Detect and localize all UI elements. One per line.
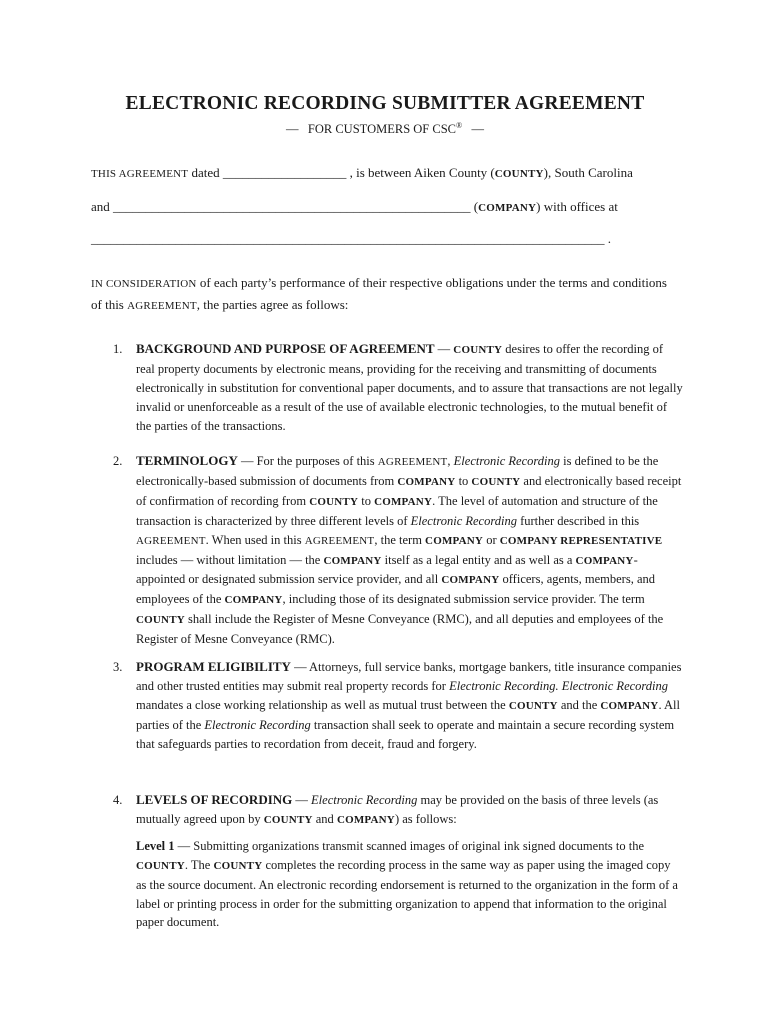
text: transaction shall seek to operate and maintain a secure recording system that safeguards parties to recordation from deceit, fraud and forgery. bbox=[136, 717, 675, 751]
intro-line-2-suffix: ) with offices at bbox=[536, 199, 618, 214]
text: . The level of automation and structure of the transaction is characterized by three different levels of bbox=[136, 493, 658, 528]
company-blank: and _______________________________________________________ ( bbox=[91, 199, 479, 214]
text: — bbox=[292, 793, 312, 807]
electronic-recording-term: Electronic Recording bbox=[561, 678, 669, 693]
text: or bbox=[483, 532, 500, 547]
intro-line-1 bbox=[91, 165, 691, 181]
text: may be provided on the basis of three levels (as mutually agreed upon by bbox=[136, 793, 659, 826]
company-representative-term: COMPANY REPRESENTATIVE bbox=[499, 534, 663, 547]
company-term: COMPANY bbox=[224, 594, 283, 607]
section-number: 1. bbox=[113, 342, 123, 356]
text: -appointed or designated submission service provider, and all bbox=[136, 552, 638, 587]
this-agreement-label: THIS AGREEMENT bbox=[91, 168, 189, 180]
text: to bbox=[455, 473, 472, 488]
section-number: 4. bbox=[113, 793, 123, 807]
electronic-recording-term: Electronic Recording bbox=[311, 793, 418, 807]
text: ) as follows: bbox=[394, 811, 457, 826]
company-term: COMPANY bbox=[397, 475, 456, 488]
document-subtitle bbox=[0, 121, 770, 137]
text: is defined to be the electronically-based submission of documents from bbox=[136, 454, 659, 488]
electronic-recording-term: Electronic Recording bbox=[410, 513, 517, 528]
text: — Attorneys, full service banks, mortgage bankers, title insurance companies and other trusted entities may submit real property records for bbox=[136, 660, 682, 693]
county-term: COUNTY bbox=[309, 495, 359, 508]
section-text: desires to offer the recording of real property documents by electronic means, providing for the receiving and transmitting of documents electronically in substitution for conventional paper documents, and to assure that transactions are not legally invalid or unenforceable as a result of the use of available electronic technologies, to the mutual benefit of the parties of the transactions. bbox=[136, 342, 683, 433]
company-term: COMPANY bbox=[575, 554, 634, 567]
county-term: COUNTY bbox=[453, 344, 503, 356]
in-consideration-label: IN CONSIDERATION bbox=[91, 278, 197, 290]
registered-mark: ® bbox=[456, 121, 463, 130]
text: — Submitting organizations transmit scanned images of original ink signed documents to the bbox=[174, 838, 645, 853]
agreement-term: AGREEMENT bbox=[304, 534, 375, 547]
text: . The bbox=[184, 857, 214, 872]
intro-line-1-suffix: ), South Carolina bbox=[543, 165, 633, 180]
county-term: COUNTY bbox=[494, 168, 544, 180]
subtitle-dash-right: — bbox=[471, 122, 484, 137]
text: . When used in this bbox=[205, 532, 305, 547]
text: mandates a close working relationship as well as mutual trust between the bbox=[136, 697, 509, 712]
text: , including those of its designated submission service provider. The term bbox=[282, 592, 645, 607]
county-term: COUNTY bbox=[508, 699, 558, 712]
intro-line-3: _______________________________________________________________________________ . bbox=[91, 231, 611, 246]
section-heading: PROGRAM ELIGIBILITY bbox=[136, 659, 291, 674]
company-term: COMPANY bbox=[600, 699, 659, 712]
text: completes the recording process in the same way as paper using the imaged copy as the source document. An electronic recording endorsement is returned to the organization in the form of a label or printing process in order for the submitting organization to append that information to the original paper document. bbox=[136, 857, 678, 930]
consideration-paragraph bbox=[91, 273, 671, 316]
text: and bbox=[312, 811, 337, 826]
section-heading: TERMINOLOGY bbox=[136, 453, 238, 468]
company-term: COMPANY bbox=[478, 202, 537, 214]
county-term: COUNTY bbox=[263, 813, 313, 826]
text: includes — without limitation — the bbox=[136, 552, 324, 567]
consideration-text: of each party’s performance of their respective obligations under the terms and conditions of this bbox=[91, 275, 667, 312]
agreement-term: AGREEMENT bbox=[136, 534, 206, 547]
dash: — bbox=[434, 342, 454, 356]
dated-blank: dated ___________________ , is between Aiken County ( bbox=[188, 165, 495, 180]
text: . All parties of the bbox=[136, 697, 680, 732]
document-title: ELECTRONIC RECORDING SUBMITTER AGREEMENT bbox=[125, 93, 645, 114]
section-heading: LEVELS OF RECORDING bbox=[136, 792, 293, 807]
agreement-term: AGREEMENT bbox=[377, 456, 448, 468]
electronic-recording-term: Electronic Recording. bbox=[449, 678, 559, 693]
text: — For the purposes of this bbox=[237, 454, 378, 468]
text: , the term bbox=[374, 532, 426, 547]
electronic-recording-term: Electronic Recording bbox=[453, 454, 561, 468]
consideration-text-end: , the parties agree as follows: bbox=[196, 296, 349, 312]
intro-line-2 bbox=[91, 199, 691, 215]
text: itself as a legal entity and as well as a bbox=[381, 552, 576, 567]
company-term: COMPANY bbox=[374, 495, 433, 508]
company-term: COMPANY bbox=[336, 813, 395, 826]
subtitle-text: FOR CUSTOMERS OF CSC bbox=[307, 122, 456, 137]
text: , bbox=[447, 454, 454, 468]
section-heading: BACKGROUND AND PURPOSE OF AGREEMENT bbox=[136, 341, 435, 356]
level-1-paragraph bbox=[136, 837, 684, 933]
company-term: COMPANY bbox=[425, 534, 484, 547]
text: shall include the Register of Mesne Conveyance (RMC), and all deputies and employees of the Register of Mesne Conveyance (RMC). bbox=[136, 612, 664, 647]
section-number: 2. bbox=[113, 454, 123, 468]
county-term: COUNTY bbox=[136, 614, 185, 627]
section-number: 3. bbox=[113, 660, 123, 674]
company-term: COMPANY bbox=[323, 554, 382, 567]
county-term: COUNTY bbox=[213, 859, 263, 872]
text: officers, agents, members, and employees of the bbox=[136, 572, 655, 607]
electronic-recording-term: Electronic Recording bbox=[204, 717, 311, 732]
level-1-heading: Level 1 bbox=[136, 838, 175, 853]
agreement-term: AGREEMENT bbox=[127, 299, 197, 312]
company-term: COMPANY bbox=[441, 574, 500, 587]
county-term: COUNTY bbox=[136, 859, 185, 872]
text: and the bbox=[557, 697, 601, 712]
text: further described in this bbox=[516, 513, 640, 528]
text: and electronically based receipt of confirmation of recording from bbox=[136, 473, 682, 508]
text: to bbox=[358, 493, 375, 508]
county-term: COUNTY bbox=[471, 475, 521, 488]
subtitle-dash-left: — bbox=[286, 122, 299, 137]
